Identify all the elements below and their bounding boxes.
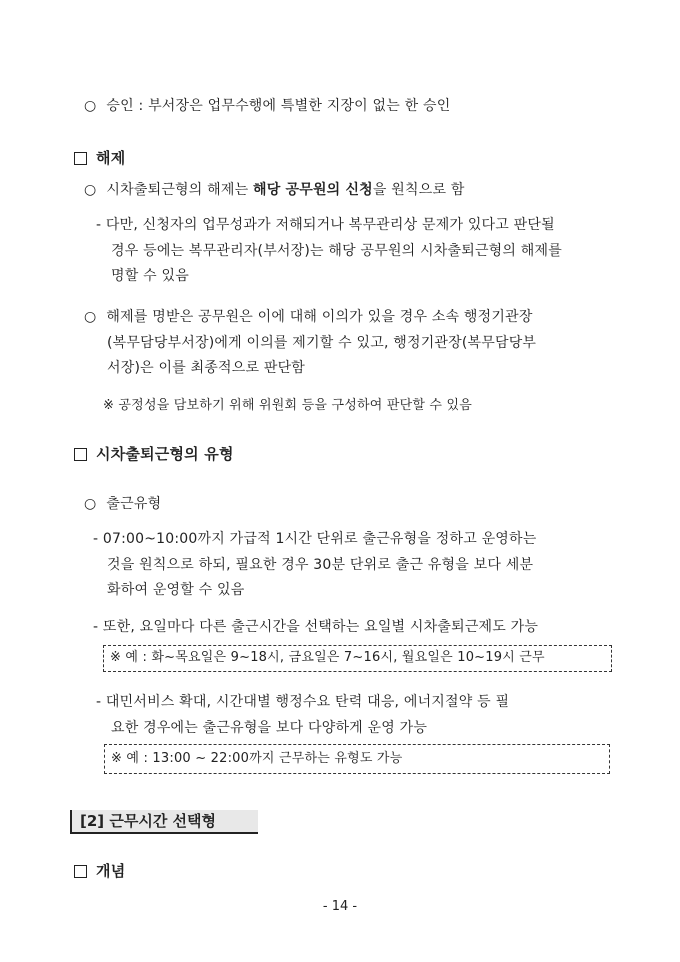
termination-heading [74,148,125,168]
types-heading-text: 시차출퇴근형의 유형 [96,445,234,463]
types-item [84,494,161,514]
section2-title: [2] 근무시간 선택형 [70,810,258,834]
circle-bullet-icon: ○ [84,182,97,198]
types-sub1-line1: - 07:00~10:00까지 가급적 1시간 단위로 출근유형을 정하고 운영하는 [93,531,537,547]
termination-item-1 [84,180,465,200]
termination-sub1-line2: 경우 등에는 복무관리자(부서장)는 해당 공무원의 시차출퇴근형의 해제를 [111,243,562,259]
approval-text: 승인 : 부서장은 업무수행에 특별한 지장이 없는 한 승인 [106,98,451,114]
circle-bullet-icon: ○ [84,496,97,512]
termination-item1-prefix: 시차출퇴근형의 해제는 [106,182,253,198]
checkbox-square-icon [74,448,87,461]
types-sub3-line1: - 대민서비스 확대, 시간대별 행정수요 탄력 대응, 에너지절약 등 필 [96,694,510,710]
types-note2: ※ 예 : 13:00 ~ 22:00까지 근무하는 유형도 가능 [111,751,403,766]
page-number: - 14 - [322,899,358,914]
types-note1: ※ 예 : 화~목요일은 9~18시, 금요일은 7~16시, 월요일은 10~19시 근무 [110,650,545,665]
types-sub1-line2: 것을 원칙으로 하되, 필요한 경우 30분 단위로 출근 유형을 보다 세분 [107,557,534,573]
approval-item [84,96,450,116]
types-item-text: 출근유형 [106,496,162,512]
circle-bullet-icon: ○ [84,309,97,325]
termination-sub1-line1: - 다만, 신청자의 업무성과가 저해되거나 복무관리상 문제가 있다고 판단될 [96,217,555,233]
types-sub2: - 또한, 요일마다 다른 출근시간을 선택하는 요일별 시차출퇴근제도 가능 [93,619,539,635]
termination-item1-suffix: 을 원칙으로 함 [372,182,465,198]
termination-item1-bold: 해당 공무원의 신청 [252,182,373,198]
checkbox-square-icon [74,865,87,878]
types-heading [74,444,234,464]
termination-note: ※ 공정성을 담보하기 위해 위원회 등을 구성하여 판단할 수 있음 [103,398,473,413]
termination-item-2 [84,307,533,327]
termination-heading-text: 해제 [96,149,126,167]
types-sub3-line2: 요한 경우에는 출근유형을 보다 다양하게 운영 가능 [111,720,428,736]
termination-item2-line1: 해제를 명받은 공무원은 이에 대해 이의가 있을 경우 소속 행정기관장 [106,309,533,325]
termination-item2-line2: (복무담당부서장)에게 이의를 제기할 수 있고, 행정기관장(복무담당부 [107,335,537,351]
concept-heading [74,861,125,881]
types-sub1-line3: 화하여 운영할 수 있음 [107,582,245,598]
termination-sub1-line3: 명할 수 있음 [111,268,189,284]
termination-item2-line3: 서장)은 이를 최종적으로 판단함 [107,360,306,376]
checkbox-square-icon [74,152,87,165]
circle-bullet-icon: ○ [84,98,97,114]
concept-heading-text: 개념 [96,862,126,880]
